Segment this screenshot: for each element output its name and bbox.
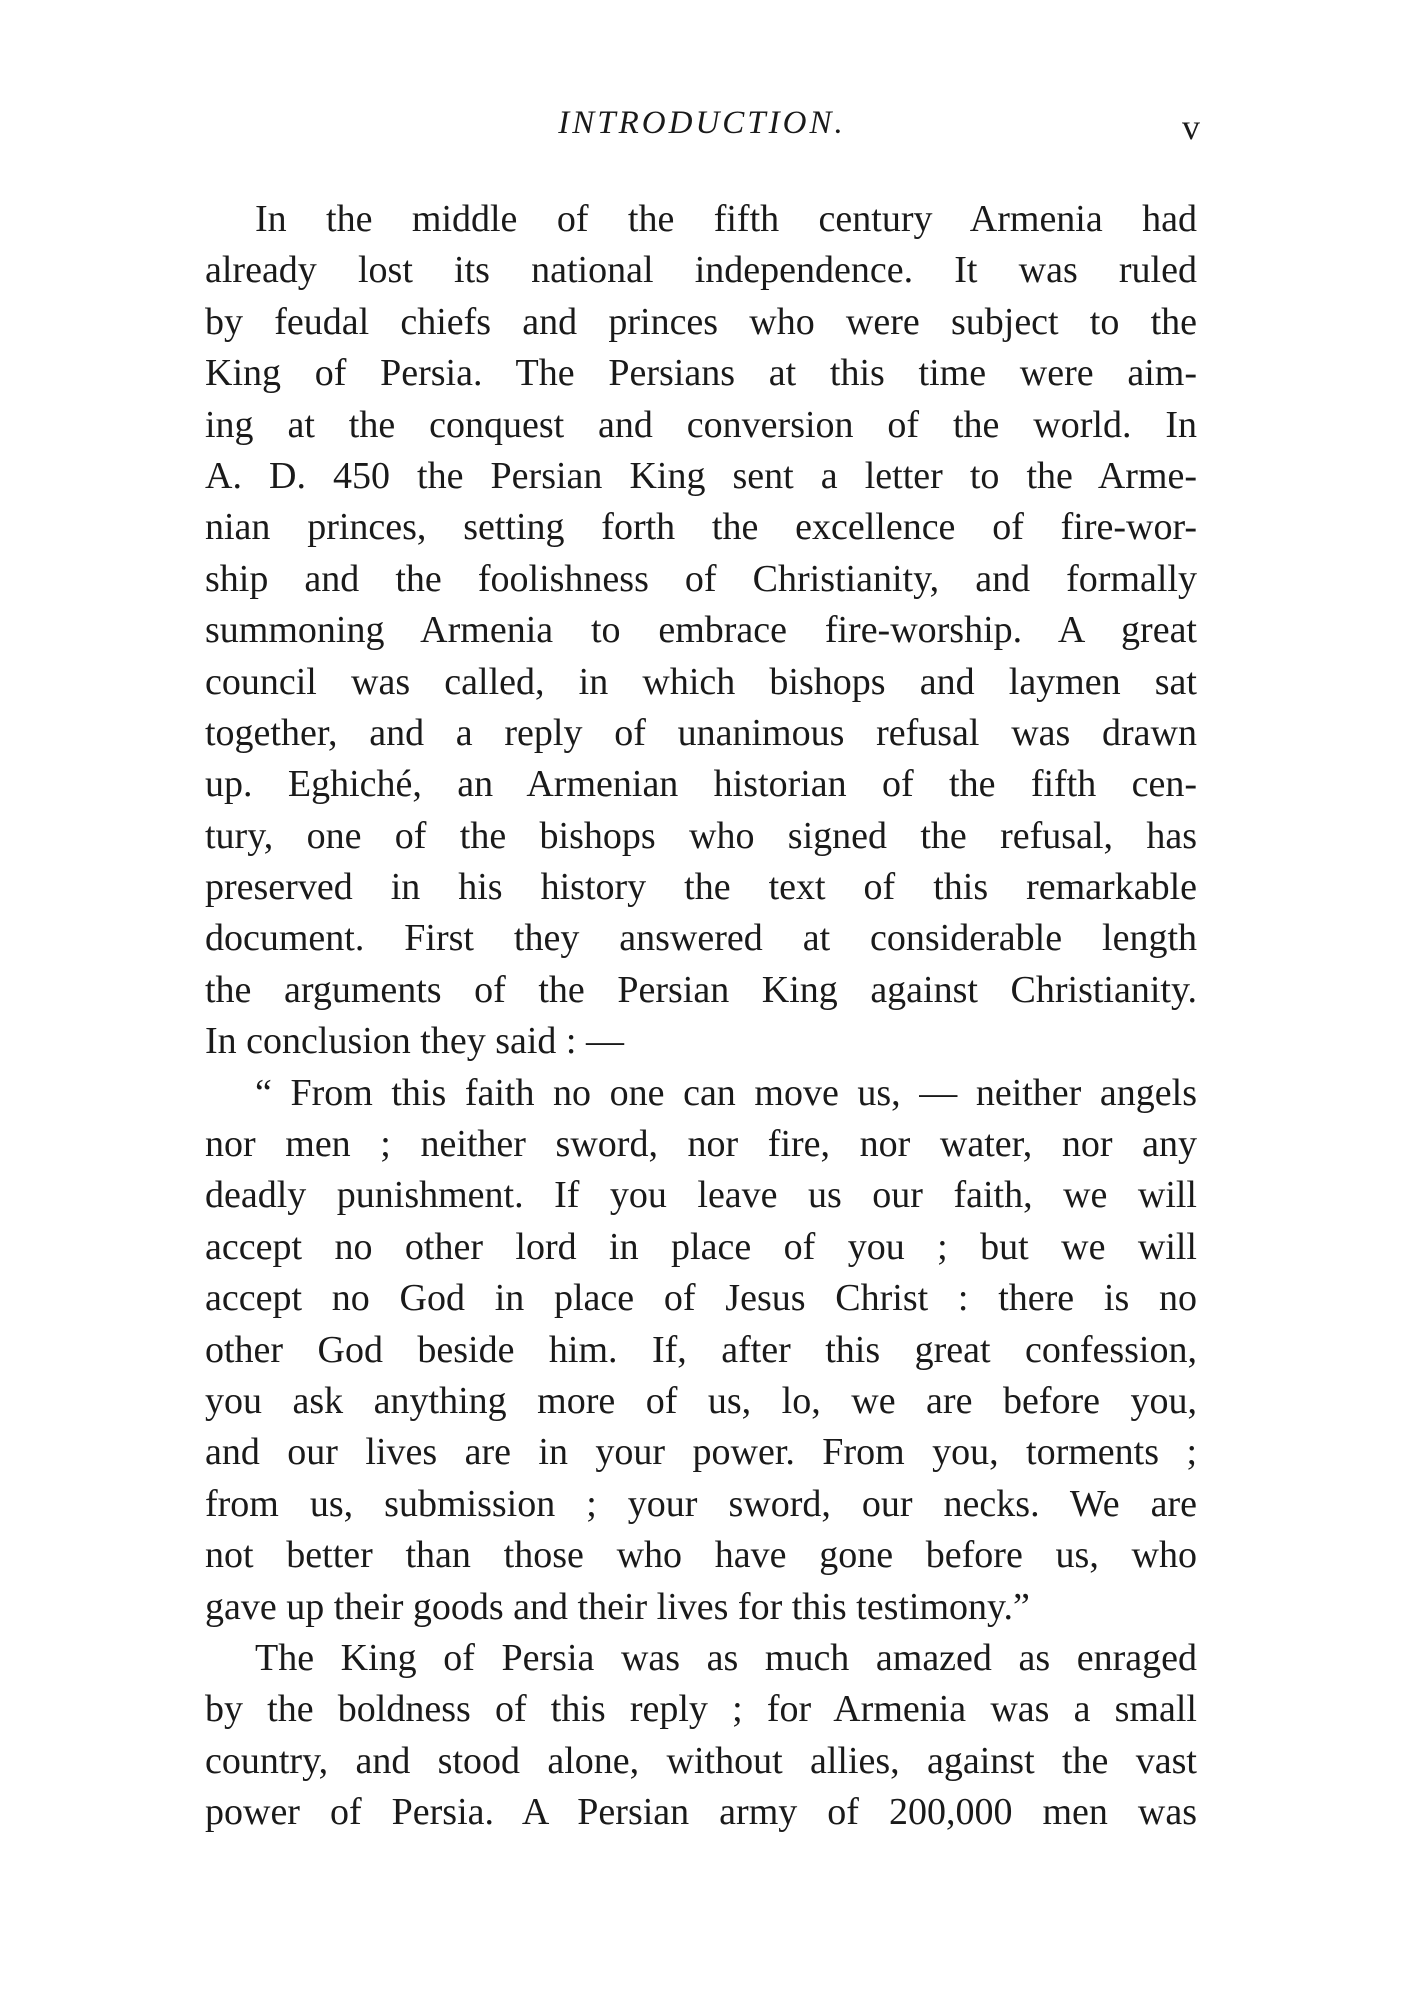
- text-line: A. D. 450 the Persian King sent a letter to the Arme-: [205, 454, 1197, 497]
- text-line: accept no other lord in place of you ; but we will: [205, 1225, 1197, 1268]
- text-line: you ask anything more of us, lo, we are before you,: [205, 1379, 1197, 1422]
- text-line: “ From this faith no one can move us, — neither angels: [255, 1071, 1197, 1114]
- text-line: together, and a reply of unanimous refusal was drawn: [205, 711, 1197, 754]
- text-line: power of Persia. A Persian army of 200,000 men was: [205, 1791, 1197, 1834]
- text-line: other God beside him. If, after this great confession,: [205, 1328, 1197, 1371]
- text-line: nor men ; neither sword, nor fire, nor water, nor any: [205, 1123, 1197, 1166]
- text-line: In conclusion they said : —: [205, 1020, 624, 1063]
- text-line: by feudal chiefs and princes who were subject to the: [205, 300, 1197, 343]
- text-line: country, and stood alone, without allies, against the vast: [205, 1739, 1197, 1782]
- text-line: accept no God in place of Jesus Christ : there is no: [205, 1277, 1197, 1320]
- running-head: [0, 98, 1404, 148]
- running-title: INTRODUCTION.: [558, 105, 846, 141]
- body-text: [205, 194, 1197, 1839]
- text-line: summoning Armenia to embrace fire-worship. A great: [205, 609, 1197, 652]
- text-line: In the middle of the fifth century Armenia had: [255, 198, 1197, 240]
- text-line: council was called, in which bishops and laymen sat: [205, 660, 1197, 703]
- text-line: and our lives are in your power. From you, torments ;: [205, 1431, 1197, 1474]
- text-line: the arguments of the Persian King against Christianity.: [205, 968, 1197, 1011]
- text-line: ship and the foolishness of Christianity, and formally: [205, 557, 1197, 600]
- text-line: tury, one of the bishops who signed the refusal, has: [205, 814, 1197, 857]
- text-line: ing at the conquest and conversion of the world. In: [205, 403, 1197, 446]
- text-line: not better than those who have gone before us, who: [205, 1534, 1197, 1577]
- text-line: deadly punishment. If you leave us our faith, we will: [205, 1174, 1197, 1217]
- text-line: preserved in his history the text of this remarkable: [205, 866, 1197, 909]
- text-line: already lost its national independence. It was ruled: [205, 249, 1197, 292]
- text-line: nian princes, setting forth the excellence of fire-wor-: [205, 506, 1197, 549]
- text-line: from us, submission ; your sword, our necks. We are: [205, 1482, 1197, 1525]
- text-line: gave up their goods and their lives for this testimony.”: [205, 1585, 1030, 1628]
- text-line: by the boldness of this reply ; for Armenia was a small: [205, 1688, 1197, 1731]
- text-line: up. Eghiché, an Armenian historian of the fifth cen-: [205, 763, 1197, 806]
- text-line: The King of Persia was as much amazed as enraged: [255, 1636, 1197, 1679]
- page-number: v: [1182, 107, 1200, 147]
- text-line: document. First they answered at considerable length: [205, 917, 1197, 960]
- text-line: King of Persia. The Persians at this time were aim-: [205, 352, 1197, 395]
